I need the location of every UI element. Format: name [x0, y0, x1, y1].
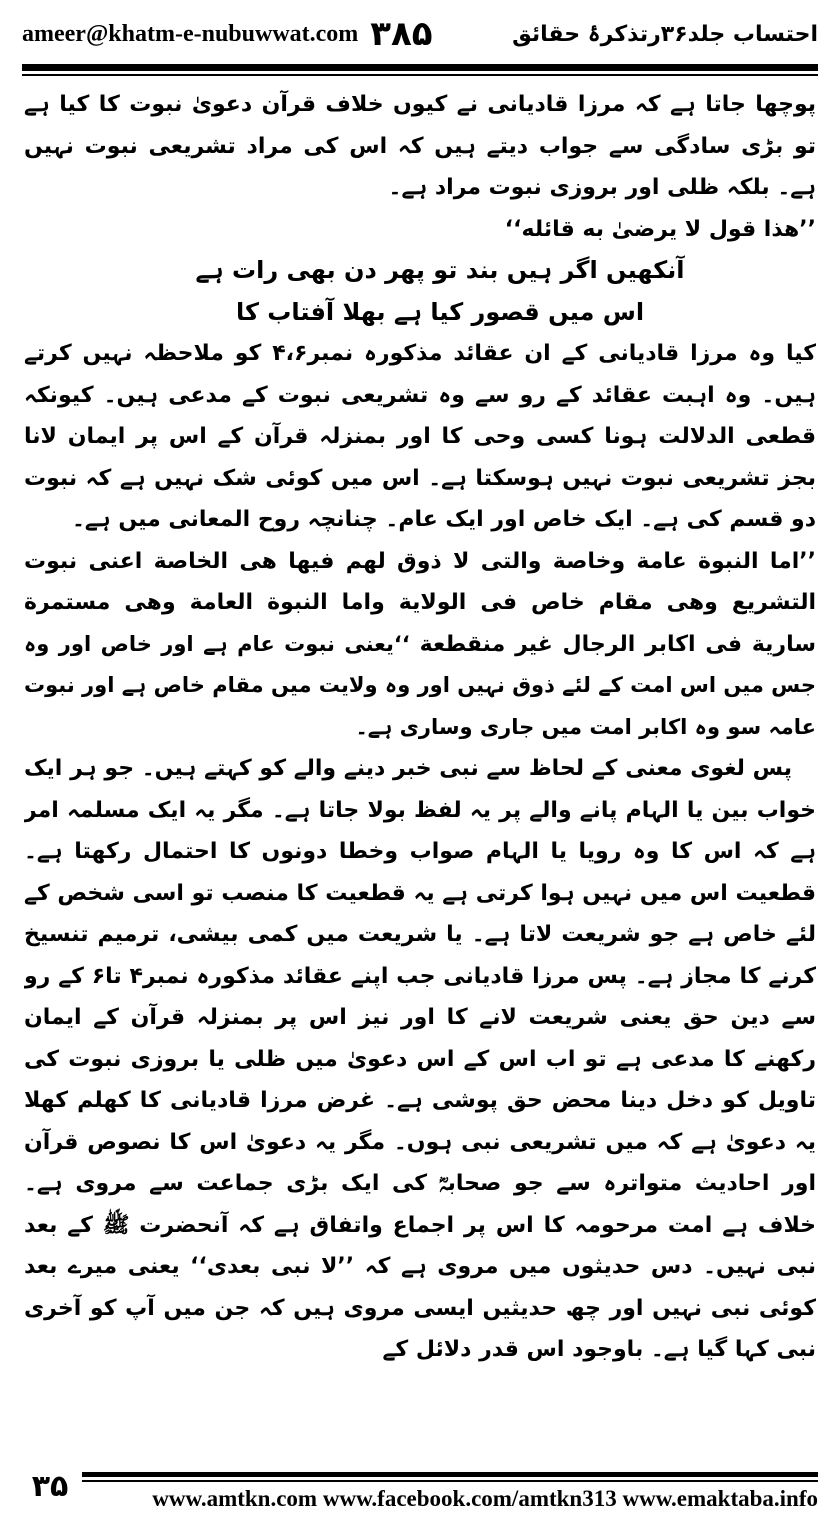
footer-rule-thin: [82, 1480, 818, 1482]
arabic-quote-2: [24, 541, 816, 749]
footer-links[interactable]: www.amtkn.com www.facebook.com/amtkn313 www.emaktaba.info: [152, 1486, 818, 1511]
footer-rules: [82, 1472, 818, 1482]
page-body: [24, 84, 816, 1444]
quote-translation: ‘‘یعنی نبوت عام ہے اور خاص اور وہ جس میں اس امت کے لئے ذوق نہیں اور وہ ولایت میں مقام خاص ہے اور نبوت عامہ سو وہ اکابر امت میں جاری وساری ہے۔: [24, 631, 816, 739]
paragraph-2: کیا وہ مرزا قادیانی کے ان عقائد مذکورہ نمبر۴،۶ کو ملاحظہ نہیں کرتے ہیں۔ وہ اہبت عقائد کے رو سے وہ تشریعی نبوت کے مدعی ہیں۔ کیونکہ قطعی الدلالت ہونا کسی وحی کا اور بمنزلہ قرآن کے اس پر ایمان لانا بجز تشریعی نبوت نہیں ہوسکتا ہے۔ اس میں کوئی شک نہیں ہے کہ نبوت دو قسم کی ہے۔ ایک خاص اور ایک عام۔ چنانچہ روح المعانی میں ہے۔: [24, 341, 816, 532]
page-footer: [22, 1466, 818, 1526]
header-rule-thick: [22, 64, 818, 71]
footer-page-number: ۳۵: [31, 1468, 69, 1504]
header-email: ameer@khatm-e-nubuwwat.com: [22, 20, 359, 47]
paragraph-1: پوچھا جاتا ہے کہ مرزا قادیانی نے کیوں خلاف قرآن دعویٰ نبوت کا کیا ہے تو بڑی سادگی سے جواب دیتے ہیں کہ اس کی مراد تشریعی نبوت نہیں ہے۔ بلکہ ظلی اور بروزی نبوت مراد ہے۔: [24, 92, 816, 200]
header-page-number: ۳۸۵: [370, 14, 433, 54]
verse-line-1: آنکھیں اگر ہیں بند تو پھر دن بھی رات ہے: [195, 256, 685, 284]
page-header: [22, 8, 818, 60]
footer-rule-thick: [82, 1472, 818, 1477]
arabic-quote-2-text: ’’اما النبوة عامة وخاصة والتی لا ذوق لهم فيها هی الخاصة اعنی نبوت التشريع وهی مقام خاص فی الولاية واما النبوة العامة وهی مستمرة سارية فی اکابر الرجال غير منقطعة: [24, 548, 816, 657]
header-left: [22, 14, 433, 54]
verse-line-2: اس میں قصور کیا ہے بھلا آفتاب کا: [235, 297, 645, 326]
header-rule-thin: [22, 74, 818, 76]
running-title: احتساب جلد۳۶رتذکرۂ حقائق: [512, 21, 818, 47]
arabic-quote-1: ’’هذا قول لا يرضیٰ به قائله‘‘: [504, 216, 816, 242]
paragraph-4: پس لغوی معنی کے لحاظ سے نبی خبر دینے والے کو کہتے ہیں۔ جو ہر ایک خواب بین یا الہام پانے والے پر یہ لفظ بولا جاتا ہے۔ مگر یہ ایک مسلمہ امر ہے کہ اس کا وہ رویا یا الہام صواب وخطا دونوں کا احتمال رکھتا ہے۔ قطعیت اس میں نہیں ہوا کرتی ہے یہ قطعیت کا منصب تو اسی شخص کے لئے خاص ہے جو شریعت لاتا ہے۔ یا شریعت میں کمی بیشی، ترمیم تنسیخ کرنے کا مجاز ہے۔ پس مرزا قادیانی جب اپنے عقائد مذکورہ نمبر۴ تا۶ کے رو سے دین حق یعنی شریعت لانے کا اور نیز اس پر بمنزلہ قرآن کے ایمان رکھنے کا مدعی ہے تو اب اس کے اس دعویٰ میں ظلی یا بروزی نبوت کی تاویل کو دخل دینا محض حق پوشی ہے۔ غرض مرزا قادیانی کا کھلم کھلا یہ دعویٰ ہے کہ میں تشریعی نبی ہوں۔ مگر یہ دعویٰ اس کا نصوص قرآن اور احادیث متواترہ سے جو صحابہؓ کی ایک بڑی جماعت سے مروی ہے۔ خلاف ہے امت مرحومہ کا اس پر اجماع واتفاق ہے کہ آنحضرت ﷺ کے بعد نبی نہیں۔ دس حدیثوں میں مروی ہے کہ ’’لا نبی بعدی‘‘ یعنی میرے بعد کوئی نبی نہیں اور چھ حدیثیں ایسی مروی ہیں کہ جن میں آپ کو آخری نبی کہا گیا ہے۔ باوجود اس قدر دلائل کے: [24, 756, 816, 1362]
